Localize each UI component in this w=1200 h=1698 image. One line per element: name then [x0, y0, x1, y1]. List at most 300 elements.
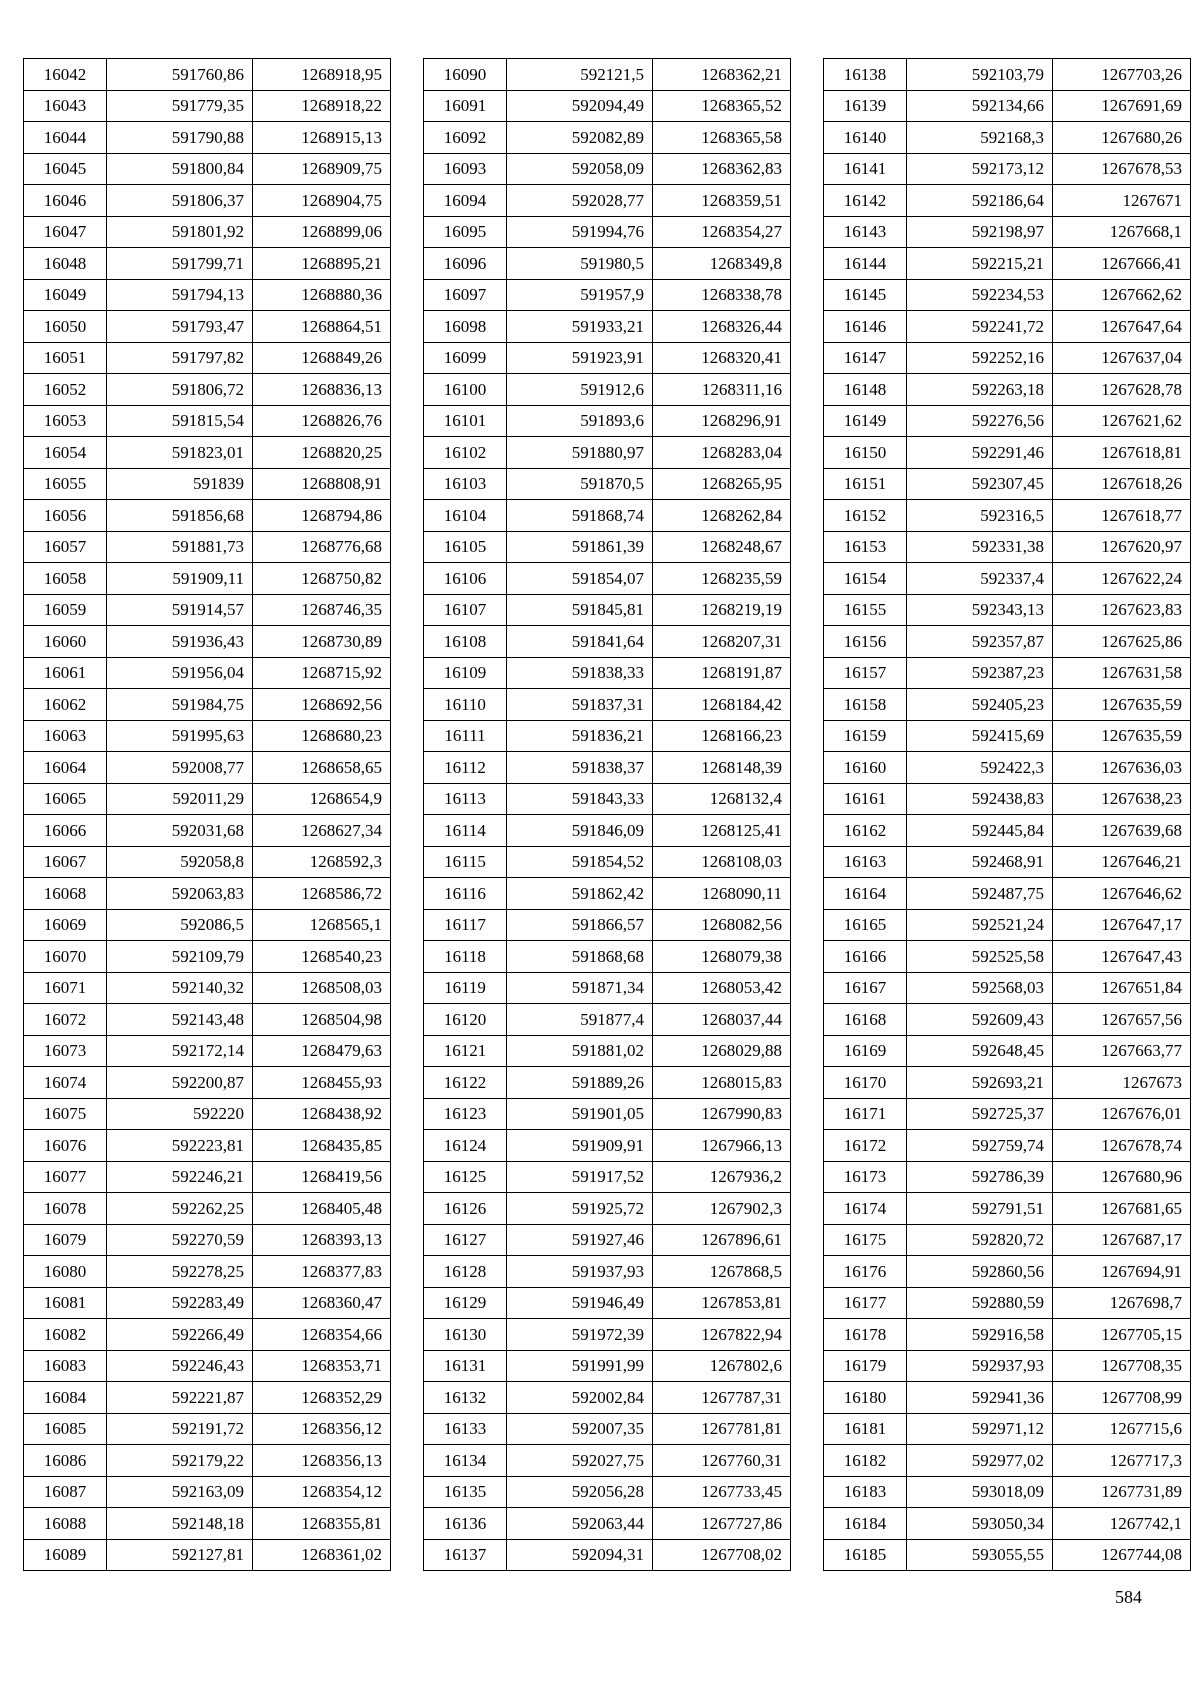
y-coordinate-cell: 1268082,56	[653, 909, 791, 941]
y-coordinate-cell: 1268504,98	[253, 1004, 391, 1036]
point-id-cell: 16045	[24, 153, 107, 185]
x-coordinate-cell: 591760,86	[107, 59, 253, 91]
x-coordinate-cell: 592307,45	[907, 468, 1053, 500]
y-coordinate-cell: 1268361,02	[253, 1539, 391, 1571]
y-coordinate-cell: 1268826,76	[253, 405, 391, 437]
point-id-cell: 16149	[824, 405, 907, 437]
x-coordinate-cell: 591861,39	[507, 531, 653, 563]
table-row	[824, 500, 1191, 532]
point-id-cell: 16136	[424, 1508, 507, 1540]
table-row	[24, 909, 391, 941]
y-coordinate-cell: 1268166,23	[653, 720, 791, 752]
y-coordinate-cell: 1268377,83	[253, 1256, 391, 1288]
x-coordinate-cell: 592820,72	[907, 1224, 1053, 1256]
y-coordinate-cell: 1268904,75	[253, 185, 391, 217]
x-coordinate-cell: 591838,37	[507, 752, 653, 784]
point-id-cell: 16075	[24, 1098, 107, 1130]
point-id-cell: 16171	[824, 1098, 907, 1130]
point-id-cell: 16146	[824, 311, 907, 343]
y-coordinate-cell: 1268355,81	[253, 1508, 391, 1540]
y-coordinate-cell: 1267618,81	[1053, 437, 1191, 469]
x-coordinate-cell: 592438,83	[907, 783, 1053, 815]
x-coordinate-cell: 593050,34	[907, 1508, 1053, 1540]
y-coordinate-cell: 1268352,29	[253, 1382, 391, 1414]
x-coordinate-cell: 592215,21	[907, 248, 1053, 280]
y-coordinate-cell: 1268262,84	[653, 500, 791, 532]
y-coordinate-cell: 1267647,43	[1053, 941, 1191, 973]
x-coordinate-cell: 592291,46	[907, 437, 1053, 469]
y-coordinate-cell: 1268794,86	[253, 500, 391, 532]
point-id-cell: 16084	[24, 1382, 107, 1414]
point-id-cell: 16089	[24, 1539, 107, 1571]
x-coordinate-cell: 591793,47	[107, 311, 253, 343]
table-row	[824, 1382, 1191, 1414]
point-id-cell: 16178	[824, 1319, 907, 1351]
point-id-cell: 16154	[824, 563, 907, 595]
table-row	[824, 846, 1191, 878]
y-coordinate-cell: 1267657,56	[1053, 1004, 1191, 1036]
point-id-cell: 16172	[824, 1130, 907, 1162]
point-id-cell: 16166	[824, 941, 907, 973]
y-coordinate-cell: 1267635,59	[1053, 720, 1191, 752]
x-coordinate-cell: 592725,37	[907, 1098, 1053, 1130]
table-row	[24, 185, 391, 217]
table-row	[424, 374, 791, 406]
y-coordinate-cell: 1268296,91	[653, 405, 791, 437]
y-coordinate-cell: 1268419,56	[253, 1161, 391, 1193]
x-coordinate-cell: 592387,23	[907, 657, 1053, 689]
table-row	[24, 1130, 391, 1162]
x-coordinate-cell: 592220	[107, 1098, 253, 1130]
table-row	[424, 1035, 791, 1067]
point-id-cell: 16093	[424, 153, 507, 185]
x-coordinate-cell: 591984,75	[107, 689, 253, 721]
point-id-cell: 16085	[24, 1413, 107, 1445]
point-id-cell: 16073	[24, 1035, 107, 1067]
x-coordinate-cell: 591994,76	[507, 216, 653, 248]
y-coordinate-cell: 1268248,67	[653, 531, 791, 563]
point-id-cell: 16047	[24, 216, 107, 248]
point-id-cell: 16106	[424, 563, 507, 595]
table-row	[424, 1193, 791, 1225]
table-row	[824, 1287, 1191, 1319]
y-coordinate-cell: 1267708,02	[653, 1539, 791, 1571]
table-row	[424, 468, 791, 500]
y-coordinate-cell: 1267717,3	[1053, 1445, 1191, 1477]
y-coordinate-cell: 1267902,3	[653, 1193, 791, 1225]
table-row	[824, 1193, 1191, 1225]
y-coordinate-cell: 1267868,5	[653, 1256, 791, 1288]
table-row	[424, 1224, 791, 1256]
point-id-cell: 16072	[24, 1004, 107, 1036]
point-id-cell: 16147	[824, 342, 907, 374]
point-id-cell: 16165	[824, 909, 907, 941]
x-coordinate-cell: 591868,68	[507, 941, 653, 973]
x-coordinate-cell: 591957,9	[507, 279, 653, 311]
y-coordinate-cell: 1267731,89	[1053, 1476, 1191, 1508]
y-coordinate-cell: 1268592,3	[253, 846, 391, 878]
x-coordinate-cell: 592786,39	[907, 1161, 1053, 1193]
point-id-cell: 16176	[824, 1256, 907, 1288]
point-id-cell: 16142	[824, 185, 907, 217]
table-row	[424, 972, 791, 1004]
y-coordinate-cell: 1267621,62	[1053, 405, 1191, 437]
table-row	[24, 720, 391, 752]
y-coordinate-cell: 1268455,93	[253, 1067, 391, 1099]
table-row	[24, 374, 391, 406]
y-coordinate-cell: 1267646,21	[1053, 846, 1191, 878]
y-coordinate-cell: 1267651,84	[1053, 972, 1191, 1004]
point-id-cell: 16141	[824, 153, 907, 185]
table-row	[24, 437, 391, 469]
x-coordinate-cell: 591956,04	[107, 657, 253, 689]
x-coordinate-cell: 592198,97	[907, 216, 1053, 248]
y-coordinate-cell: 1268265,95	[653, 468, 791, 500]
x-coordinate-cell: 592173,12	[907, 153, 1053, 185]
point-id-cell: 16081	[24, 1287, 107, 1319]
table-row	[824, 279, 1191, 311]
point-id-cell: 16086	[24, 1445, 107, 1477]
table-row	[824, 752, 1191, 784]
y-coordinate-cell: 1268820,25	[253, 437, 391, 469]
y-coordinate-cell: 1267622,24	[1053, 563, 1191, 595]
y-coordinate-cell: 1267618,26	[1053, 468, 1191, 500]
point-id-cell: 16115	[424, 846, 507, 878]
point-id-cell: 16100	[424, 374, 507, 406]
x-coordinate-cell: 592977,02	[907, 1445, 1053, 1477]
table-row	[24, 594, 391, 626]
y-coordinate-cell: 1267687,17	[1053, 1224, 1191, 1256]
y-coordinate-cell: 1268730,89	[253, 626, 391, 658]
y-coordinate-cell: 1268393,13	[253, 1224, 391, 1256]
point-id-cell: 16049	[24, 279, 107, 311]
y-coordinate-cell: 1268586,72	[253, 878, 391, 910]
table-row	[824, 909, 1191, 941]
y-coordinate-cell: 1267760,31	[653, 1445, 791, 1477]
y-coordinate-cell: 1267822,94	[653, 1319, 791, 1351]
table-row	[824, 153, 1191, 185]
table-row	[424, 563, 791, 595]
point-id-cell: 16144	[824, 248, 907, 280]
table-row	[424, 1382, 791, 1414]
table-row	[24, 1256, 391, 1288]
table-row	[424, 531, 791, 563]
y-coordinate-cell: 1268184,42	[653, 689, 791, 721]
point-id-cell: 16175	[824, 1224, 907, 1256]
table-row	[24, 153, 391, 185]
table-row	[24, 216, 391, 248]
table-row	[824, 342, 1191, 374]
table-row	[424, 909, 791, 941]
table-row	[424, 846, 791, 878]
x-coordinate-cell: 592262,25	[107, 1193, 253, 1225]
point-id-cell: 16130	[424, 1319, 507, 1351]
x-coordinate-cell: 591946,49	[507, 1287, 653, 1319]
x-coordinate-cell: 592278,25	[107, 1256, 253, 1288]
coordinate-table-3	[823, 58, 1191, 1571]
point-id-cell: 16052	[24, 374, 107, 406]
y-coordinate-cell: 1268849,26	[253, 342, 391, 374]
table-row	[824, 878, 1191, 910]
table-row	[424, 1319, 791, 1351]
table-row	[824, 531, 1191, 563]
table-row	[824, 594, 1191, 626]
point-id-cell: 16083	[24, 1350, 107, 1382]
y-coordinate-cell: 1267802,6	[653, 1350, 791, 1382]
table-row	[24, 1476, 391, 1508]
x-coordinate-cell: 591980,5	[507, 248, 653, 280]
point-id-cell: 16109	[424, 657, 507, 689]
x-coordinate-cell: 591823,01	[107, 437, 253, 469]
table-row	[24, 90, 391, 122]
point-id-cell: 16173	[824, 1161, 907, 1193]
table-row	[24, 846, 391, 878]
point-id-cell: 16043	[24, 90, 107, 122]
point-id-cell: 16126	[424, 1193, 507, 1225]
x-coordinate-cell: 592002,84	[507, 1382, 653, 1414]
point-id-cell: 16104	[424, 500, 507, 532]
x-coordinate-cell: 592331,38	[907, 531, 1053, 563]
y-coordinate-cell: 1267671	[1053, 185, 1191, 217]
x-coordinate-cell: 591862,42	[507, 878, 653, 910]
table-row	[24, 342, 391, 374]
point-id-cell: 16102	[424, 437, 507, 469]
x-coordinate-cell: 592468,91	[907, 846, 1053, 878]
x-coordinate-cell: 592266,49	[107, 1319, 253, 1351]
table-row	[24, 1035, 391, 1067]
x-coordinate-cell: 591972,39	[507, 1319, 653, 1351]
x-coordinate-cell: 592027,75	[507, 1445, 653, 1477]
table-row	[24, 122, 391, 154]
y-coordinate-cell: 1268836,13	[253, 374, 391, 406]
y-coordinate-cell: 1268438,92	[253, 1098, 391, 1130]
y-coordinate-cell: 1267705,15	[1053, 1319, 1191, 1351]
x-coordinate-cell: 592405,23	[907, 689, 1053, 721]
y-coordinate-cell: 1267637,04	[1053, 342, 1191, 374]
y-coordinate-cell: 1267703,26	[1053, 59, 1191, 91]
page-number: 584	[1115, 1587, 1142, 1607]
x-coordinate-cell: 591937,93	[507, 1256, 653, 1288]
coordinate-table-2	[423, 58, 791, 1571]
x-coordinate-cell: 591880,97	[507, 437, 653, 469]
x-coordinate-cell: 592121,5	[507, 59, 653, 91]
point-id-cell: 16069	[24, 909, 107, 941]
x-coordinate-cell: 592140,32	[107, 972, 253, 1004]
x-coordinate-cell: 592058,8	[107, 846, 253, 878]
table-row	[424, 248, 791, 280]
y-coordinate-cell: 1267618,77	[1053, 500, 1191, 532]
x-coordinate-cell: 592179,22	[107, 1445, 253, 1477]
table-row	[24, 815, 391, 847]
x-coordinate-cell: 591868,74	[507, 500, 653, 532]
y-coordinate-cell: 1267681,65	[1053, 1193, 1191, 1225]
x-coordinate-cell: 592252,16	[907, 342, 1053, 374]
table-row	[424, 626, 791, 658]
y-coordinate-cell: 1267708,35	[1053, 1350, 1191, 1382]
x-coordinate-cell: 591877,4	[507, 1004, 653, 1036]
y-coordinate-cell: 1267647,64	[1053, 311, 1191, 343]
x-coordinate-cell: 592031,68	[107, 815, 253, 847]
y-coordinate-cell: 1268658,65	[253, 752, 391, 784]
point-id-cell: 16164	[824, 878, 907, 910]
x-coordinate-cell: 592056,28	[507, 1476, 653, 1508]
point-id-cell: 16157	[824, 657, 907, 689]
table-row	[24, 972, 391, 1004]
table-row	[824, 1161, 1191, 1193]
table-row	[424, 1287, 791, 1319]
x-coordinate-cell: 592241,72	[907, 311, 1053, 343]
point-id-cell: 16182	[824, 1445, 907, 1477]
table-row	[24, 468, 391, 500]
point-id-cell: 16076	[24, 1130, 107, 1162]
y-coordinate-cell: 1267680,96	[1053, 1161, 1191, 1193]
x-coordinate-cell: 592276,56	[907, 405, 1053, 437]
table-row	[824, 1035, 1191, 1067]
point-id-cell: 16092	[424, 122, 507, 154]
x-coordinate-cell: 591991,99	[507, 1350, 653, 1382]
point-id-cell: 16135	[424, 1476, 507, 1508]
x-coordinate-cell: 592525,58	[907, 941, 1053, 973]
point-id-cell: 16061	[24, 657, 107, 689]
table-row	[824, 689, 1191, 721]
y-coordinate-cell: 1267678,74	[1053, 1130, 1191, 1162]
table-row	[424, 216, 791, 248]
x-coordinate-cell: 592860,56	[907, 1256, 1053, 1288]
table-row	[24, 657, 391, 689]
table-row	[824, 1098, 1191, 1130]
table-row	[24, 1382, 391, 1414]
x-coordinate-cell: 591790,88	[107, 122, 253, 154]
y-coordinate-cell: 1268565,1	[253, 909, 391, 941]
table-row	[824, 972, 1191, 1004]
point-id-cell: 16152	[824, 500, 907, 532]
table-row	[424, 1004, 791, 1036]
y-coordinate-cell: 1268029,88	[653, 1035, 791, 1067]
x-coordinate-cell: 591917,52	[507, 1161, 653, 1193]
table-row	[824, 468, 1191, 500]
y-coordinate-cell: 1268326,44	[653, 311, 791, 343]
y-coordinate-cell: 1268219,19	[653, 594, 791, 626]
point-id-cell: 16156	[824, 626, 907, 658]
point-id-cell: 16079	[24, 1224, 107, 1256]
table-row	[424, 279, 791, 311]
x-coordinate-cell: 592007,35	[507, 1413, 653, 1445]
x-coordinate-cell: 592487,75	[907, 878, 1053, 910]
x-coordinate-cell: 591843,33	[507, 783, 653, 815]
y-coordinate-cell: 1268354,66	[253, 1319, 391, 1351]
x-coordinate-cell: 591806,37	[107, 185, 253, 217]
point-id-cell: 16162	[824, 815, 907, 847]
point-id-cell: 16114	[424, 815, 507, 847]
x-coordinate-cell: 592028,77	[507, 185, 653, 217]
y-coordinate-cell: 1267668,1	[1053, 216, 1191, 248]
point-id-cell: 16044	[24, 122, 107, 154]
table-row	[424, 783, 791, 815]
y-coordinate-cell: 1267647,17	[1053, 909, 1191, 941]
y-coordinate-cell: 1268053,42	[653, 972, 791, 1004]
x-coordinate-cell: 591799,71	[107, 248, 253, 280]
table-row	[824, 1508, 1191, 1540]
table-row	[24, 1098, 391, 1130]
x-coordinate-cell: 592337,4	[907, 563, 1053, 595]
x-coordinate-cell: 591909,91	[507, 1130, 653, 1162]
table-row	[824, 815, 1191, 847]
x-coordinate-cell: 592127,81	[107, 1539, 253, 1571]
y-coordinate-cell: 1268132,4	[653, 783, 791, 815]
point-id-cell: 16116	[424, 878, 507, 910]
table-row	[424, 1350, 791, 1382]
point-id-cell: 16060	[24, 626, 107, 658]
y-coordinate-cell: 1268479,63	[253, 1035, 391, 1067]
y-coordinate-cell: 1268354,27	[653, 216, 791, 248]
point-id-cell: 16184	[824, 1508, 907, 1540]
y-coordinate-cell: 1267781,81	[653, 1413, 791, 1445]
table-row	[824, 1067, 1191, 1099]
table-row	[824, 405, 1191, 437]
x-coordinate-cell: 591893,6	[507, 405, 653, 437]
x-coordinate-cell: 592143,48	[107, 1004, 253, 1036]
table-row	[824, 59, 1191, 91]
table-row	[424, 657, 791, 689]
table-row	[424, 500, 791, 532]
table-row	[824, 1445, 1191, 1477]
table-row	[24, 878, 391, 910]
x-coordinate-cell: 593018,09	[907, 1476, 1053, 1508]
x-coordinate-cell: 591870,5	[507, 468, 653, 500]
point-id-cell: 16122	[424, 1067, 507, 1099]
point-id-cell: 16145	[824, 279, 907, 311]
point-id-cell: 16150	[824, 437, 907, 469]
y-coordinate-cell: 1268360,47	[253, 1287, 391, 1319]
table-row	[24, 626, 391, 658]
x-coordinate-cell: 591995,63	[107, 720, 253, 752]
point-id-cell: 16155	[824, 594, 907, 626]
y-coordinate-cell: 1267631,58	[1053, 657, 1191, 689]
y-coordinate-cell: 1267639,68	[1053, 815, 1191, 847]
point-id-cell: 16183	[824, 1476, 907, 1508]
table-row	[824, 437, 1191, 469]
point-id-cell: 16169	[824, 1035, 907, 1067]
x-coordinate-cell: 592200,87	[107, 1067, 253, 1099]
x-coordinate-cell: 591837,31	[507, 689, 653, 721]
y-coordinate-cell: 1267691,69	[1053, 90, 1191, 122]
x-coordinate-cell: 591856,68	[107, 500, 253, 532]
table-row	[24, 1067, 391, 1099]
point-id-cell: 16042	[24, 59, 107, 91]
x-coordinate-cell: 592094,31	[507, 1539, 653, 1571]
y-coordinate-cell: 1268362,21	[653, 59, 791, 91]
table-row	[424, 185, 791, 217]
y-coordinate-cell: 1268359,51	[653, 185, 791, 217]
table-row	[824, 657, 1191, 689]
table-row	[824, 216, 1191, 248]
point-id-cell: 16113	[424, 783, 507, 815]
x-coordinate-cell: 591797,82	[107, 342, 253, 374]
x-coordinate-cell: 591871,34	[507, 972, 653, 1004]
point-id-cell: 16058	[24, 563, 107, 595]
point-id-cell: 16063	[24, 720, 107, 752]
table-row	[424, 941, 791, 973]
x-coordinate-cell: 591836,21	[507, 720, 653, 752]
point-id-cell: 16097	[424, 279, 507, 311]
table-row	[24, 531, 391, 563]
table-row	[424, 689, 791, 721]
point-id-cell: 16088	[24, 1508, 107, 1540]
table-row	[424, 342, 791, 374]
point-id-cell: 16066	[24, 815, 107, 847]
point-id-cell: 16179	[824, 1350, 907, 1382]
y-coordinate-cell: 1268365,52	[653, 90, 791, 122]
